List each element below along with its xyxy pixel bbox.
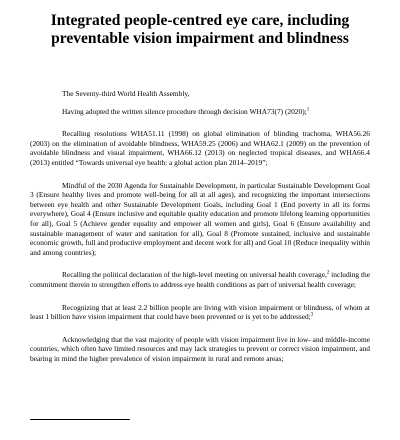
paragraph-text: Recalling resolutions WHA51.11 (1998) on global elimination of blinding trachoma, WHA56.26 (2003) on the elimination of avoidable blindness, WHA59.25 (2006) and WHA62.1 (2009) on the prevention of avoidable blindness and visual impairment, WHA66.12 (2013) on neglected tropical diseases, and WHA66.4 (2013) entitled “Towards universal eye health: a global action plan 2014–2019”;	[30, 129, 370, 167]
paragraph-text: The Seventy-third World Health Assembly,	[62, 89, 190, 98]
footnote-ref: 3	[310, 312, 314, 318]
paragraph-assembly	[30, 89, 370, 99]
document-title	[30, 12, 370, 47]
document-body	[30, 89, 370, 363]
paragraph-text: Having adopted the written silence procedure through decision WHA73(7) (2020);	[62, 106, 307, 116]
footnote-divider	[30, 419, 130, 420]
title-line-2: preventable vision impairment and blindness	[51, 29, 349, 47]
paragraph-text: Acknowledging that the vast majority of people with vision impairment live in low- and middle-income countries, which often have limited resources and may lack strategies to prevent or correct vision impairment, and bearing in mind the higher prevalence of vision impairment in rural and remote areas;	[30, 334, 370, 363]
paragraph-mindful-agenda	[30, 181, 370, 258]
paragraph-recognizing	[30, 303, 370, 322]
paragraph-recalling-declaration	[30, 270, 370, 289]
paragraph-text: including the commitment therein to strengthen efforts to address eye health conditions as part of universal health coverage;	[30, 270, 370, 289]
paragraph-text: Recognizing that at least 2.2 billion people are living with vision impairment or blindness, of whom at least 1 billion have vision impairment that could have been prevented or is yet to be addressed;	[30, 302, 370, 322]
paragraph-text: Mindful of the 2030 Agenda for Sustainable Development, in particular Sustainable Development Goal 3 (Ensure healthy lives and promote well-being for all at all ages), and recognizing the important intersections between eye health and other Sustainable Development Goals, including Goal 1 (End poverty in all its forms everywhere), Goal 4 (Ensure inclusive and equitable quality education and promote lifelong learning opportunities for all), Goal 5 (Achieve gender equality and empower all women and girls), Goal 6 (Ensure availability and sustainable management of water and sanitation for all), Goal 8 (Promote sustained, inclusive and sustainable economic growth, full and productive employment and decent work for all) and Goal 10 (Reduce inequality within and among countries);	[30, 180, 370, 257]
paragraph-procedure	[30, 107, 370, 117]
paragraph-acknowledging	[30, 335, 370, 364]
footnote-ref: 1	[306, 107, 310, 113]
title-line-1: Integrated people-centred eye care, including	[50, 12, 350, 29]
paragraph-recalling-resolutions	[30, 129, 370, 167]
footnote-ref: 2	[326, 270, 330, 276]
paragraph-text: Recalling the political declaration of the high-level meeting on universal health coverage,	[62, 270, 327, 280]
